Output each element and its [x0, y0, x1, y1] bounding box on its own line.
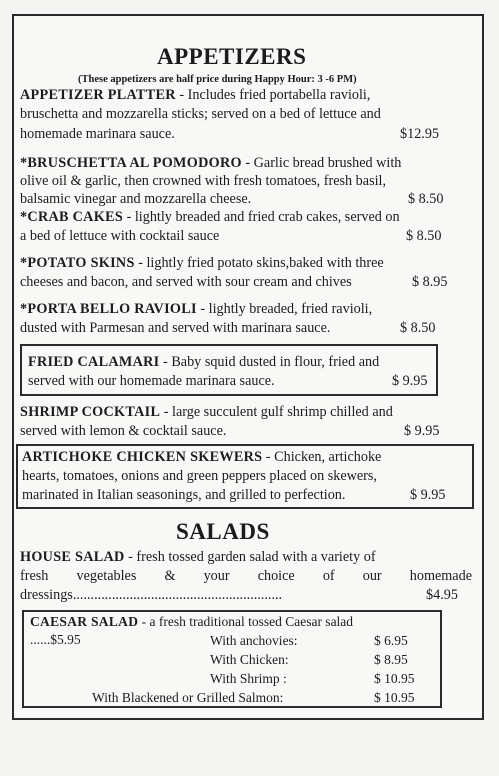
item-description-line: fresh vegetables & your choice of our homemade [20, 568, 472, 584]
item-price: $ 8.50 [400, 320, 436, 336]
menu-item-porta-bello-ravioli: *PORTA BELLO RAVIOLI - lightly breaded, fried ravioli, [20, 301, 373, 317]
menu-item-bruschetta: *BRUSCHETTA AL POMODORO - Garlic bread brushed with [20, 155, 402, 171]
caesar-option-label: With Chicken: [210, 652, 289, 667]
item-description-line: marinated in Italian seasonings, and grilled to perfection. [22, 487, 346, 503]
menu-item-house-salad: HOUSE SALAD - fresh tossed garden salad with a variety of [20, 549, 376, 565]
item-price: $ 9.95 [404, 423, 440, 439]
menu-item-shrimp-cocktail: SHRIMP COCKTAIL - large succulent gulf shrimp chilled and [20, 404, 393, 420]
item-price: $ 9.95 [392, 373, 428, 389]
salads-heading: SALADS [176, 519, 270, 544]
item-description-line: balsamic vinegar and mozzarella cheese. [20, 191, 252, 207]
caesar-option-price: $ 10.95 [374, 690, 415, 705]
happy-hour-note: (These appetizers are half price during Happy Hour: 3 -6 PM) [78, 74, 357, 85]
caesar-base-price: ......$5.95 [30, 632, 81, 647]
item-description-line: homemade marinara sauce. [20, 126, 175, 142]
caesar-option-label: With anchovies: [210, 633, 298, 648]
appetizers-heading: APPETIZERS [157, 44, 307, 69]
item-description-line: bruschetta and mozzarella sticks; served on a bed of lettuce and [20, 106, 381, 122]
caesar-option-price: $ 8.95 [374, 652, 408, 667]
item-price: $ 8.50 [406, 228, 442, 244]
menu-item-potato-skins: *POTATO SKINS - lightly fried potato skins,baked with three [20, 255, 384, 271]
item-description-line: cheeses and bacon, and served with sour cream and chives [20, 274, 352, 290]
caesar-option-label: With Blackened or Grilled Salmon: [92, 690, 284, 705]
item-description-line: hearts, tomatoes, onions and green peppers placed on skewers, [22, 468, 377, 484]
item-price: $12.95 [400, 126, 440, 142]
caesar-option-price: $ 6.95 [374, 633, 408, 648]
menu-item-crab-cakes: *CRAB CAKES - lightly breaded and fried crab cakes, served on [20, 209, 400, 225]
item-description-line: served with lemon & cocktail sauce. [20, 423, 227, 439]
item-description-line: served with our homemade marinara sauce. [28, 373, 275, 389]
item-description-line: a bed of lettuce with cocktail sauce [20, 228, 220, 244]
item-description-line: dressings........................................................... [20, 587, 283, 603]
menu-item-appetizer-platter: APPETIZER PLATTER - Includes fried portabella ravioli, [20, 87, 371, 103]
caesar-option-label: With Shrimp : [210, 671, 287, 686]
item-price: $4.95 [426, 587, 458, 603]
item-price: $ 8.50 [408, 191, 444, 207]
item-description-line: olive oil & garlic, then crowned with fresh tomatoes, fresh basil, [20, 173, 387, 189]
item-description-line: dusted with Parmesan and served with marinara sauce. [20, 320, 331, 336]
menu-item-fried-calamari: FRIED CALAMARI - Baby squid dusted in flour, fried and [28, 354, 380, 370]
menu-item-caesar-salad: CAESAR SALAD - a fresh traditional tossed Caesar salad [30, 614, 354, 629]
caesar-option-price: $ 10.95 [374, 671, 415, 686]
item-price: $ 8.95 [412, 274, 448, 290]
menu-page [12, 14, 484, 720]
menu-item-artichoke-chicken-skewers: ARTICHOKE CHICKEN SKEWERS - Chicken, artichoke [22, 449, 382, 465]
item-price: $ 9.95 [410, 487, 446, 503]
